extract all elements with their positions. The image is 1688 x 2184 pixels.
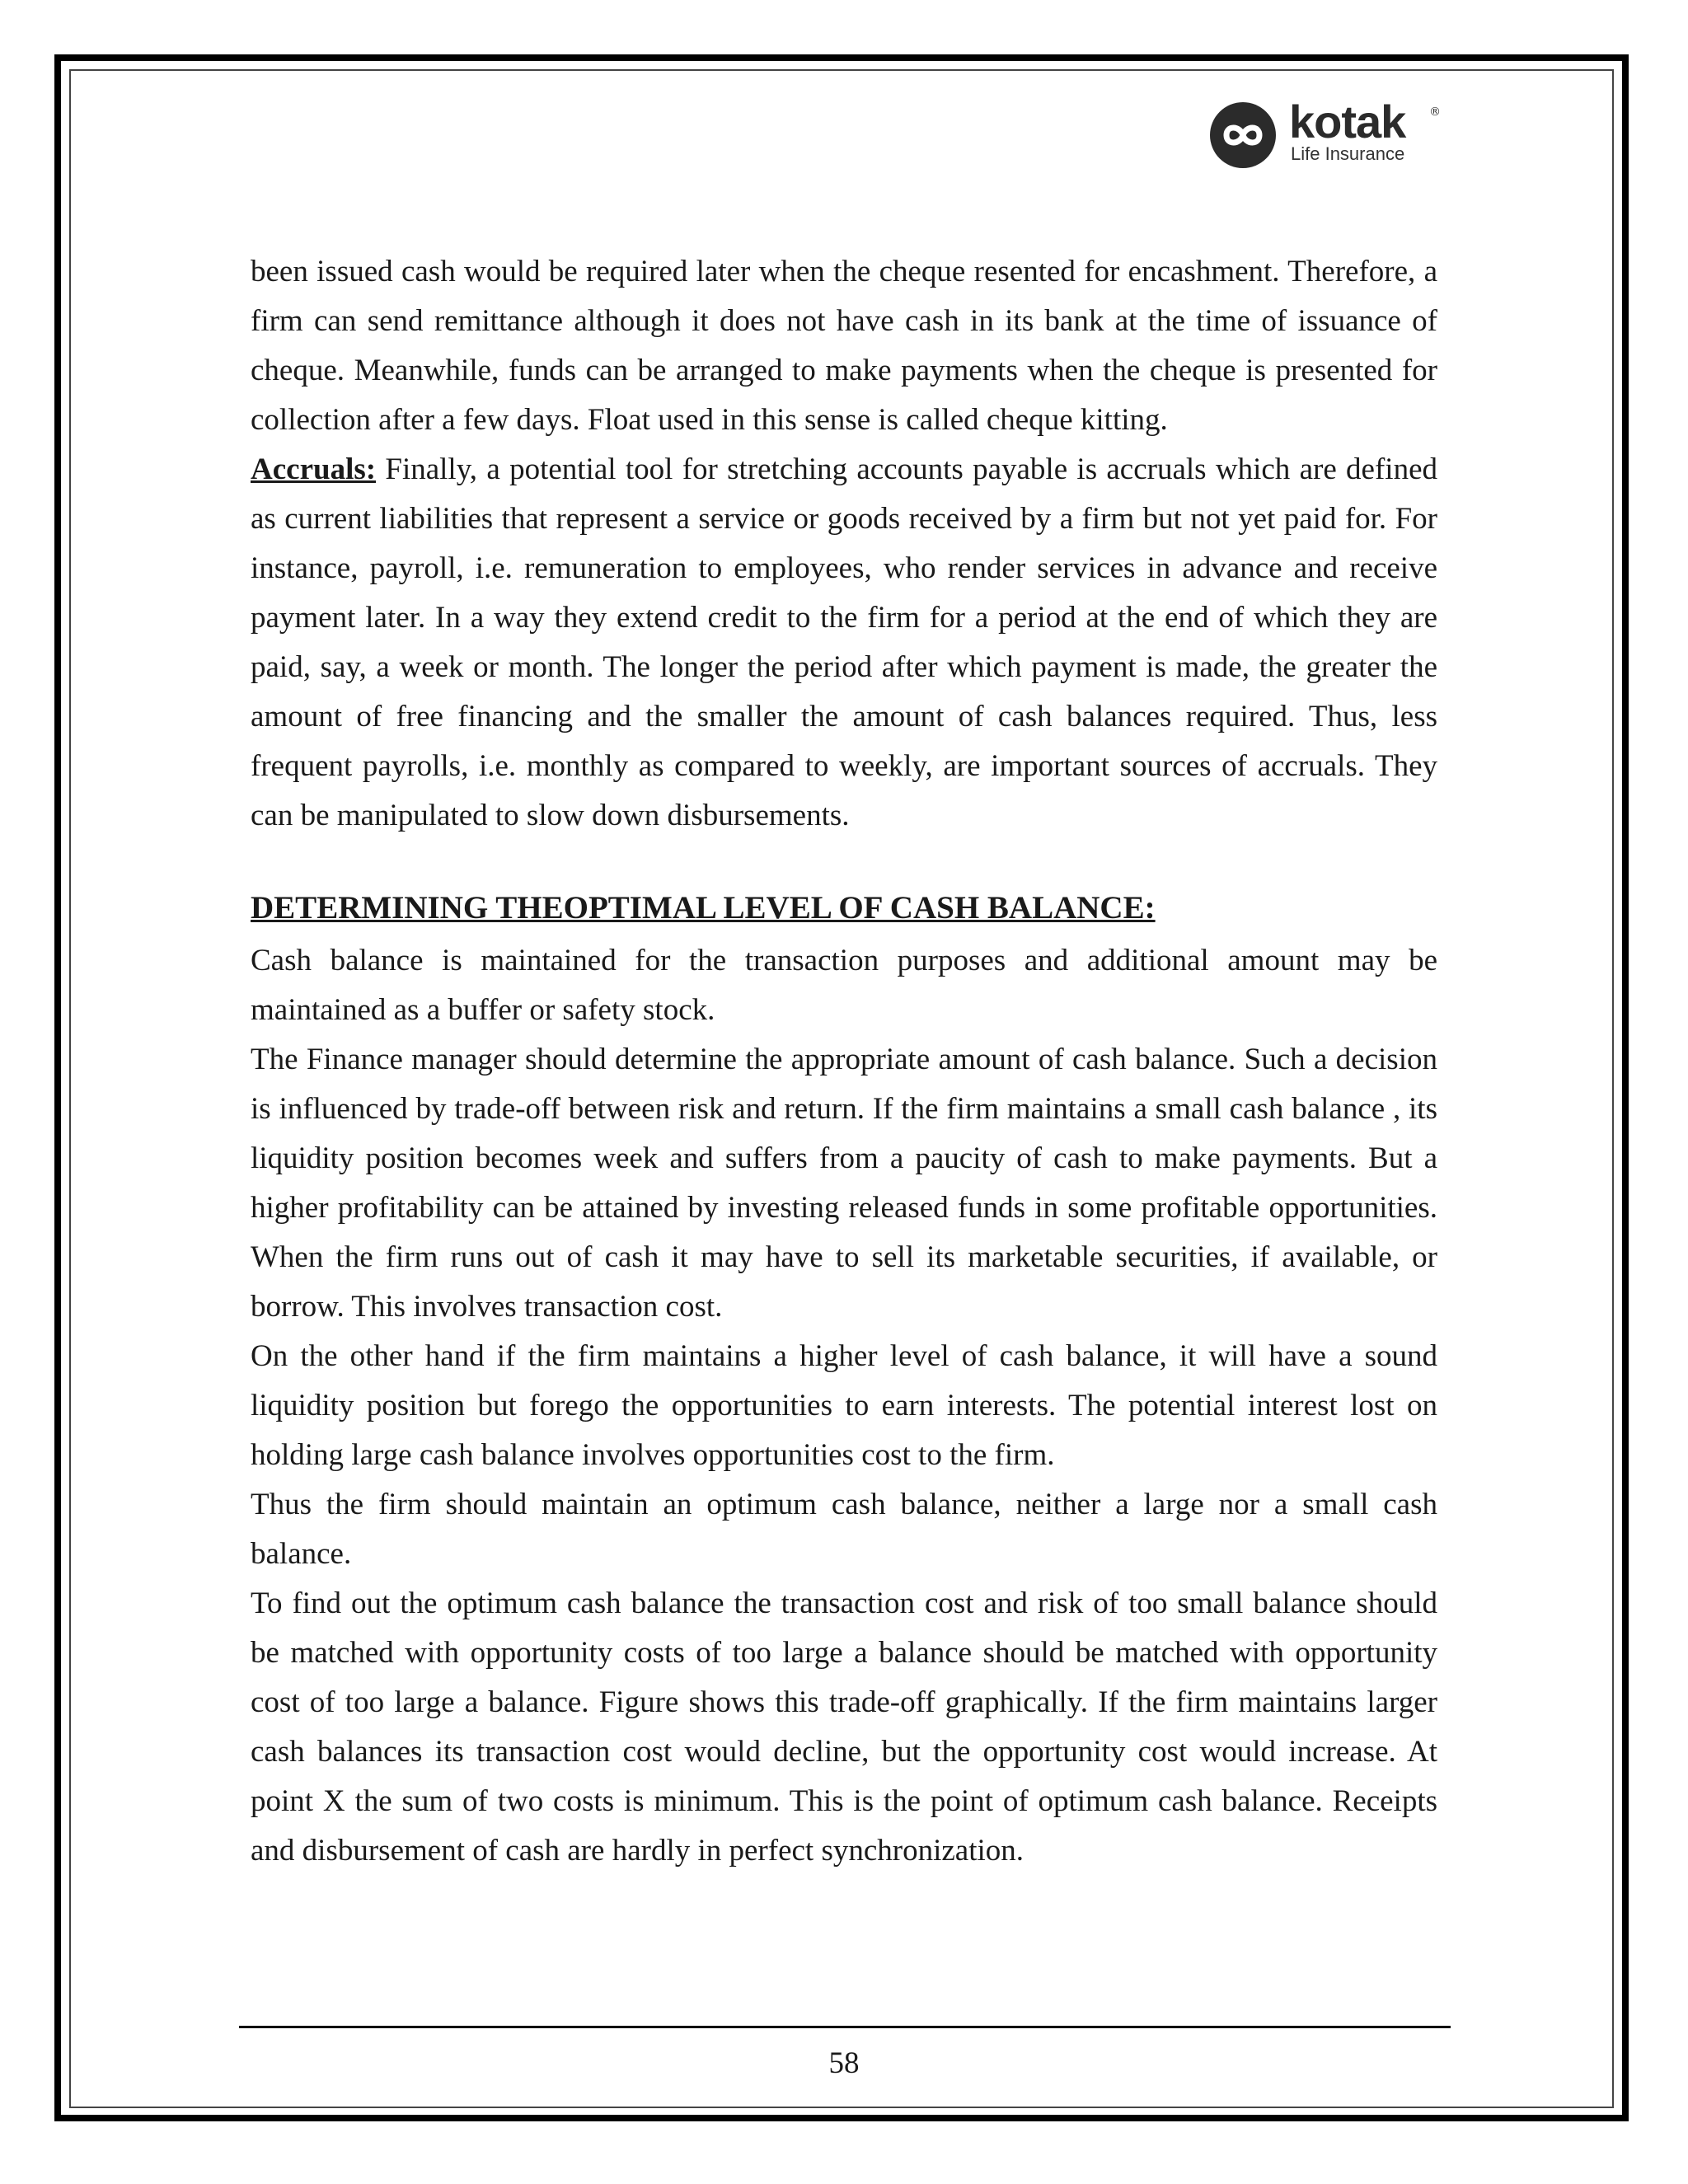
page-content <box>251 247 1437 1876</box>
accruals-term: Accruals: <box>251 452 377 486</box>
paragraph-cheque-kitting: been issued cash would be required later when the cheque resented for encashment. Therefore, a firm can send remittance although it does not have cash in its bank at the time of issuance of cheque. Meanwhile, funds can be arranged to make payments when the cheque is presented for collection after a few days. Float used in this sense is called cheque kitting. <box>251 255 1437 437</box>
section-heading: DETERMINING THEOPTIMAL LEVEL OF CASH BALANCE: <box>251 890 1156 926</box>
paragraph-finance-manager: The Finance manager should determine the appropriate amount of cash balance. Such a decision is influenced by trade-off between risk and return. If the firm maintains a small cash balance , its liquidity position becomes week and suffers from a paucity of cash to make payments. But a higher profitability can be attained by investing released funds in some profitable opportunities. When the firm runs out of cash it may have to sell its marketable securities, if available, or borrow. This involves transaction cost. <box>251 1043 1437 1324</box>
paragraph-accruals <box>251 445 1437 841</box>
registered-mark: ® <box>1429 105 1441 119</box>
footer-rule <box>239 2026 1451 2028</box>
kotak-logo <box>1208 96 1447 170</box>
kotak-infinity-icon <box>1208 101 1278 170</box>
accruals-text: Finally, a potential tool for stretching accounts payable is accruals which are defined as current liabilities that represent a service or goods received by a firm but not yet paid for. For instance, payroll, i.e. remuneration to employees, who render services in advance and receive payment later. In a way they extend credit to the firm for a period at the end of which they are paid, say, a week or month. The longer the period after which payment is made, the greater the amount of free financing and the smaller the amount of cash balances required. Thus, less frequent payrolls, i.e. monthly as compared to weekly, are important sources of accruals. They can be manipulated to slow down disbursements. <box>251 452 1437 832</box>
brand-subtitle: Life Insurance <box>1291 143 1405 164</box>
paragraph-trade-off: To find out the optimum cash balance the transaction cost and risk of too small balance should be matched with opportunity costs of too large a balance should be matched with opportunity cost of too large a balance. Figure shows this trade-off graphically. If the firm maintains larger cash balances its transaction cost would decline, but the opportunity cost would increase. At point X the sum of two costs is minimum. This is the point of optimum cash balance. Receipts and disbursement of cash are hardly in perfect synchronization. <box>251 1586 1437 1868</box>
page-number: 58 <box>828 2046 860 2080</box>
brand-name: kotak <box>1289 96 1406 148</box>
paragraph-cash-balance-purpose: Cash balance is maintained for the transaction purposes and additional amount may be maintained as a buffer or safety stock. <box>251 944 1437 1027</box>
paragraph-optimum-balance: Thus the firm should maintain an optimum cash balance, neither a large nor a small cash balance. <box>251 1488 1437 1571</box>
paragraph-higher-cash-balance: On the other hand if the firm maintains a higher level of cash balance, it will have a sound liquidity position but forego the opportunities to earn interests. The potential interest lost on holding large cash balance involves opportunities cost to the firm. <box>251 1339 1437 1472</box>
